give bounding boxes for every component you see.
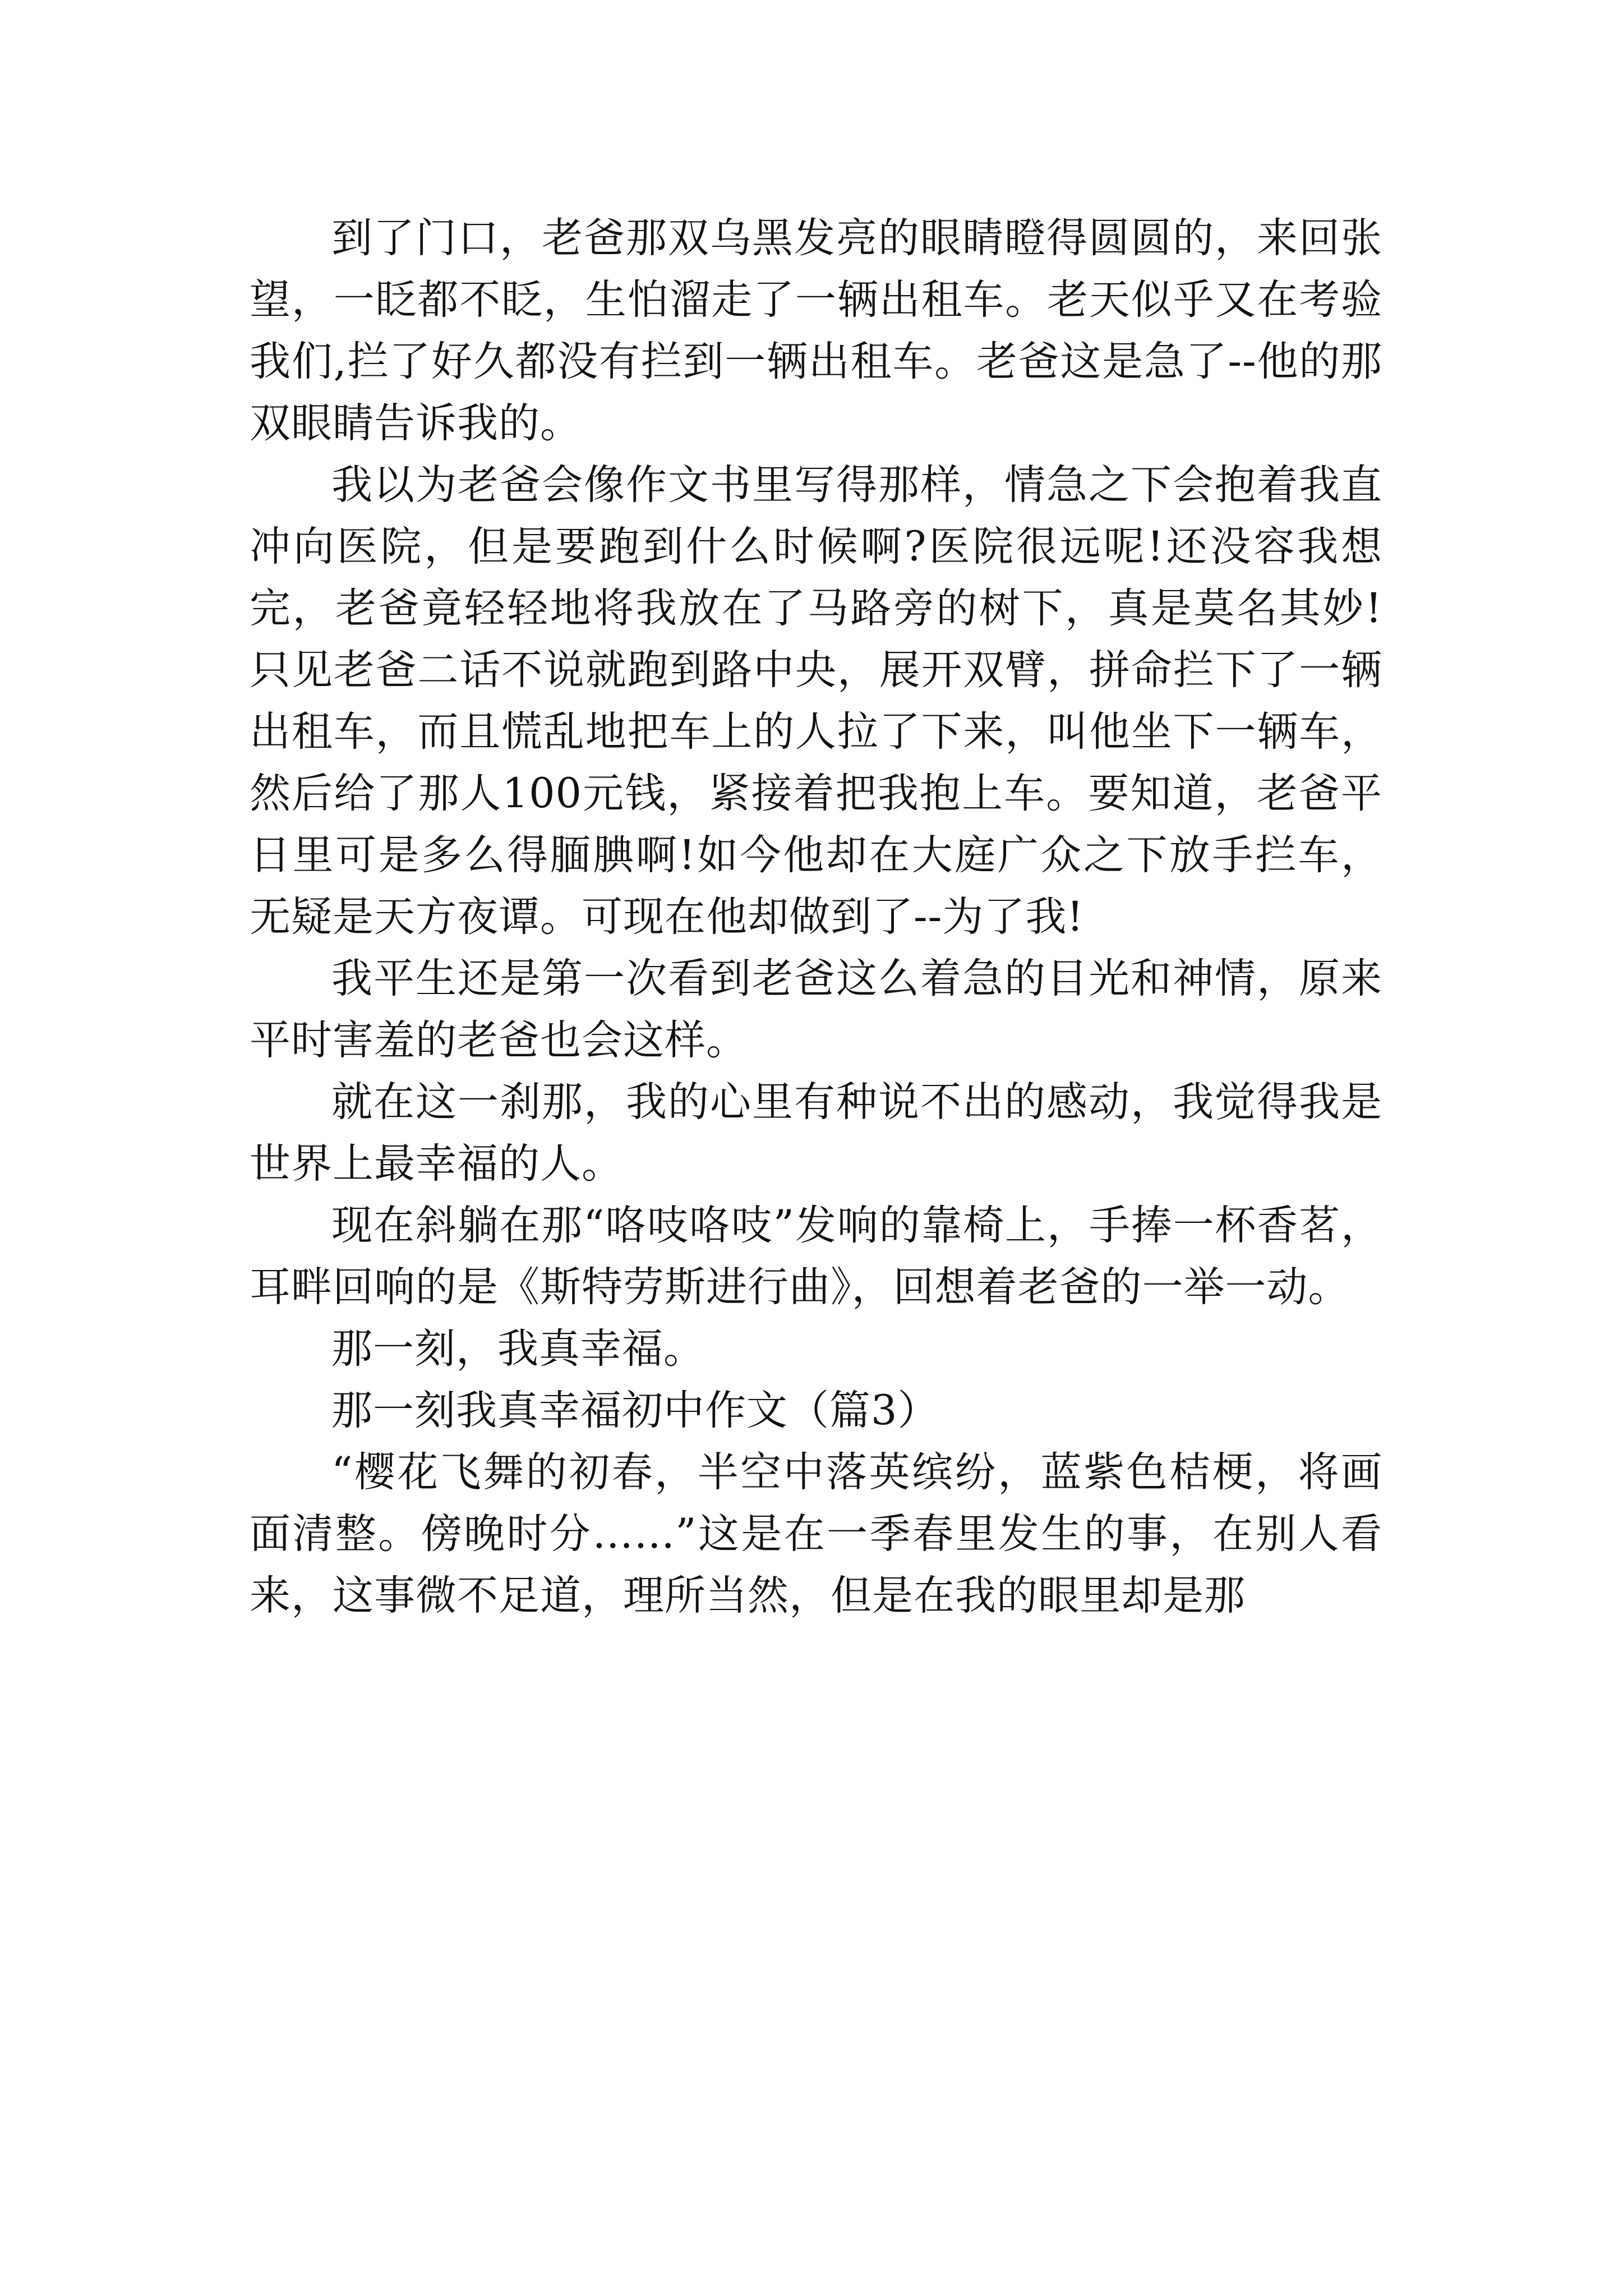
paragraph-waiting-for-taxi: 到了门口，老爸那双乌黑发亮的眼睛瞪得圆圆的，来回张望，一眨都不眨，生怕溜走了一辆出租车。老天似乎又在考验我们,拦了好久都没有拦到一辆出租车。老爸这是急了--他的那双眼睛告诉我的。 bbox=[250, 214, 1382, 447]
essay-heading: 那一刻我真幸福初中作文（篇3） bbox=[331, 1387, 939, 1434]
paragraph-first-time-anxious: 我平生还是第一次看到老爸这么着急的目光和神情，原来平时害羞的老爸也会这样。 bbox=[250, 955, 1382, 1064]
paragraph-happy-moment: 那一刻，我真幸福。 bbox=[331, 1325, 705, 1373]
paragraph-cherry-blossom: “樱花飞舞的初春，半空中落英缤纷，蓝紫色桔梗，将画面清整。傍晚时分……”这是在一季春里发生的事，在别人看来，这事微不足道，理所当然，但是在我的眼里却是那 bbox=[250, 1448, 1382, 1619]
paragraph-father-stops-taxi: 我以为老爸会像作文书里写得那样，情急之下会抱着我直冲向医院，但是要跑到什么时候啊?医院很远呢!还没容我想完，老爸竟轻轻地将我放在了马路旁的树下，真是莫名其妙!只见老爸二话不说就跑到路中央，展开双臂，拼命拦下了一辆出租车，而且慌乱地把车上的人拉了下来，叫他坐下一辆车，然后给了那人100元钱，紧接着把我抱上车。要知道，老爸平日里可是多么得腼腆啊!如今他却在大庭广众之下放手拦车，无疑是天方夜谭。可现在他却做到了--为了我! bbox=[250, 461, 1382, 941]
document-body bbox=[250, 208, 1382, 1627]
paragraph-recollection: 现在斜躺在那“咯吱咯吱”发响的靠椅上，手捧一杯香茗，耳畔回响的是《斯特劳斯进行曲》，回想着老爸的一举一动。 bbox=[250, 1202, 1382, 1311]
paragraph-moved: 就在这一刹那，我的心里有种说不出的感动，我觉得我是世界上最幸福的人。 bbox=[250, 1078, 1382, 1188]
